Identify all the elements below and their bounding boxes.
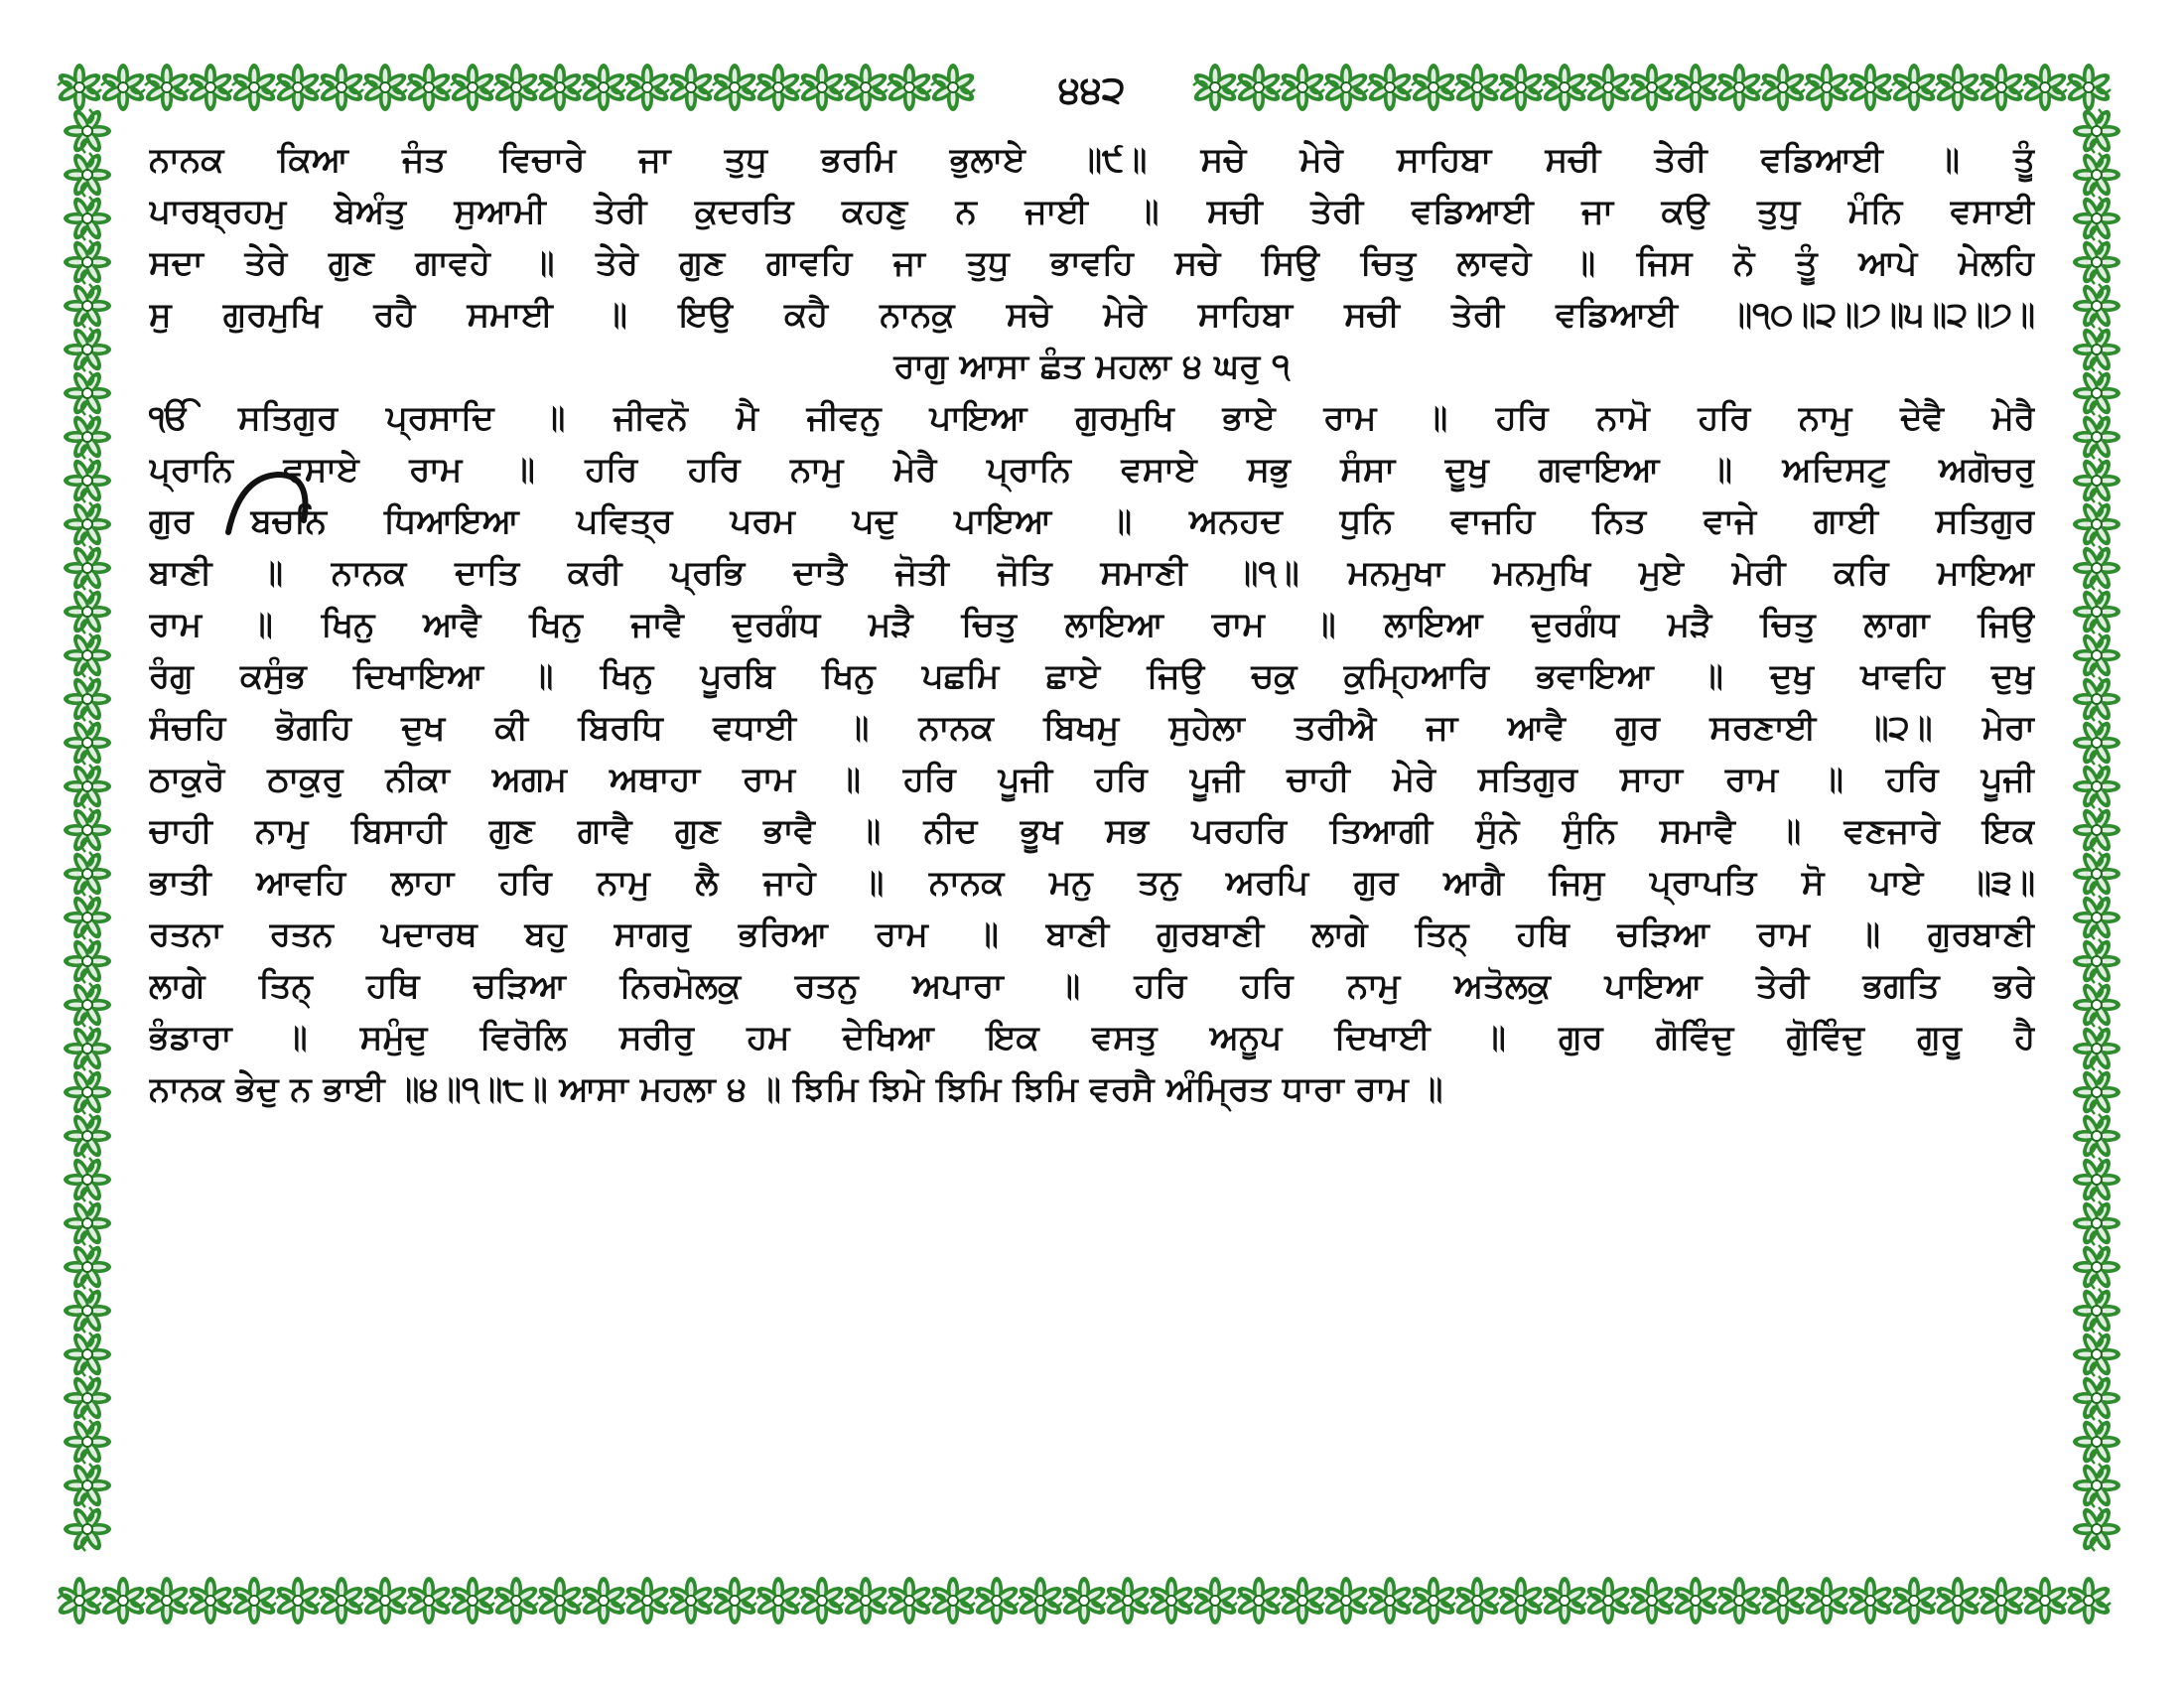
border-flower-icon xyxy=(64,1374,111,1422)
border-flower-icon xyxy=(623,64,671,111)
border-flower-icon xyxy=(2073,763,2120,810)
text-line: ਚਾਹੀ ਨਾਮੁ ਬਿਸਾਹੀ ਗੁਣ ਗਾਵੈ ਗੁਣ ਭਾਵੈ ॥ ਨੀਦ ਭੂਖ ਸਭ ਪਰਹਰਿ ਤਿਆਗੀ ਸੁੰਨੇ ਸੁੰਨਿ ਸਮਾਵੈ ॥ ਵਣਜਾਰੇ ਇਕ xyxy=(149,811,2035,851)
border-flower-icon xyxy=(64,369,111,417)
border-flower-icon xyxy=(1148,1577,1195,1624)
border-flower-icon xyxy=(274,64,322,111)
border-flower-icon xyxy=(711,64,758,111)
border-flower-icon xyxy=(1934,64,1981,111)
border-flower-icon xyxy=(1628,1577,1676,1624)
border-flower-icon xyxy=(2073,1243,2120,1291)
border-flower-icon xyxy=(64,1243,111,1291)
border-flower-icon xyxy=(2073,369,2120,417)
border-flower-icon xyxy=(973,1577,1021,1624)
border-flower-icon xyxy=(2073,632,2120,679)
border-flower-icon xyxy=(1846,64,1894,111)
text-line: ਗੁਰ ਬਚਨਿ ਧਿਆਇਆ ਪਵਿਤ੍ਰ ਪਰਮ ਪਦੁ ਪਾਇਆ ॥ ਅਨਹਦ ਧੁਨਿ ਵਾਜਹਿ ਨਿਤ ਵਾਜੇ ਗਾਈ ਸਤਿਗੁਰ xyxy=(149,501,2035,541)
border-flower-icon xyxy=(187,1577,234,1624)
border-flower-icon xyxy=(64,937,111,985)
border-flower-icon xyxy=(1322,64,1370,111)
border-flower-icon xyxy=(1890,64,1938,111)
border-flower-icon xyxy=(405,64,453,111)
border-flower-icon xyxy=(492,64,540,111)
border-flower-icon xyxy=(64,1068,111,1116)
border-flower-icon xyxy=(798,1577,846,1624)
border-flower-icon xyxy=(274,1577,322,1624)
border-flower-icon xyxy=(2073,238,2120,286)
border-flower-icon xyxy=(2073,1112,2120,1160)
border-flower-icon xyxy=(64,282,111,330)
border-flower-icon xyxy=(2021,1577,2069,1624)
border-flower-icon xyxy=(64,1287,111,1335)
text-line: ਲਾਗੇ ਤਿਨ੍ ਹਥਿ ਚੜਿਆ ਨਿਰਮੋਲਕੁ ਰਤਨੁ ਅਪਾਰਾ ॥ ਹਰਿ ਹਰਿ ਨਾਮੁ ਅਤੋਲਕੁ ਪਾਇਆ ਤੇਰੀ ਭਗਤਿ ਭਰੇ xyxy=(149,966,2035,1006)
border-flower-icon xyxy=(64,806,111,854)
border-flower-icon xyxy=(1584,1577,1632,1624)
border-flower-icon xyxy=(1410,1577,1457,1624)
border-flower-icon xyxy=(64,763,111,810)
border-flower-icon xyxy=(2073,1025,2120,1072)
border-flower-icon xyxy=(1410,64,1457,111)
border-flower-icon xyxy=(886,1577,933,1624)
border-flower-icon xyxy=(361,64,409,111)
border-flower-icon xyxy=(1191,1577,1239,1624)
border-flower-icon xyxy=(2073,1068,2120,1116)
border-flower-icon xyxy=(2021,64,2069,111)
border-flower-icon xyxy=(2073,107,2120,155)
border-flower-icon xyxy=(1366,64,1414,111)
page-number: ੪੪੨ xyxy=(1013,60,1171,119)
border-flower-icon xyxy=(1322,1577,1370,1624)
border-flower-icon xyxy=(64,675,111,723)
border-flower-icon xyxy=(2073,850,2120,898)
border-flower-icon xyxy=(492,1577,540,1624)
border-flower-icon xyxy=(2065,1577,2113,1624)
text-line: ੴ ਸਤਿਗੁਰ ਪ੍ਰਸਾਦਿ ॥ ਜੀਵਨੋ ਮੈ ਜੀਵਨੁ ਪਾਇਆ ਗੁਰਮੁਖਿ ਭਾਏ ਰਾਮ ॥ ਹਰਿ ਨਾਮੋ ਹਰਿ ਨਾਮੁ ਦੇਵੈ ਮੇਰੈ xyxy=(149,398,2035,438)
border-flower-icon xyxy=(2073,806,2120,854)
border-flower-icon xyxy=(2073,1505,2120,1553)
border-flower-icon xyxy=(56,64,103,111)
border-flower-icon xyxy=(929,1577,977,1624)
border-flower-icon xyxy=(2065,64,2113,111)
border-flower-icon xyxy=(187,64,234,111)
border-flower-icon xyxy=(230,64,278,111)
border-flower-icon xyxy=(2073,1331,2120,1378)
text-line: ਸੁ ਗੁਰਮੁਖਿ ਰਹੈ ਸਮਾਈ ॥ ਇਉ ਕਹੈ ਨਾਨਕੁ ਸਚੇ ਮੇਰੇ ਸਾਹਿਬਾ ਸਚੀ ਤੇਰੀ ਵਡਿਆਈ ॥੧੦॥੨॥੭॥੫॥੨॥੭॥ xyxy=(149,295,2035,335)
border-flower-icon xyxy=(99,64,147,111)
border-flower-icon xyxy=(64,588,111,635)
border-flower-icon xyxy=(2073,544,2120,592)
border-flower-icon xyxy=(2073,282,2120,330)
border-flower-icon xyxy=(2073,1462,2120,1509)
border-flower-icon xyxy=(1715,64,1763,111)
text-line: ਨਾਨਕ ਕਿਆ ਜੰਤ ਵਿਚਾਰੇ ਜਾ ਤੁਧੁ ਭਰਮਿ ਭੁਲਾਏ ॥੯॥ ਸਚੇ ਮੇਰੇ ਸਾਹਿਬਾ ਸਚੀ ਤੇਰੀ ਵਡਿਆਈ ॥ ਤੂੰ xyxy=(149,140,2035,180)
border-flower-icon xyxy=(2073,500,2120,548)
border-flower-icon xyxy=(1060,1577,1108,1624)
border-flower-icon xyxy=(580,1577,627,1624)
border-flower-icon xyxy=(1803,1577,1850,1624)
border-flower-icon xyxy=(2073,413,2120,461)
border-flower-icon xyxy=(1628,64,1676,111)
border-flower-icon xyxy=(64,413,111,461)
border-flower-icon xyxy=(1541,1577,1588,1624)
border-flower-icon xyxy=(929,64,977,111)
border-flower-icon xyxy=(64,1462,111,1509)
border-flower-icon xyxy=(64,238,111,286)
border-flower-icon xyxy=(64,894,111,941)
text-line: ਸਦਾ ਤੇਰੇ ਗੁਣ ਗਾਵਹੇ ॥ ਤੇਰੇ ਗੁਣ ਗਾਵਹਿ ਜਾ ਤੁਧੁ ਭਾਵਹਿ ਸਚੇ ਸਿਉ ਚਿਤੁ ਲਾਵਹੇ ॥ ਜਿਸ ਨੋ ਤੂੰ ਆਪੇ ਮੇਲਹਿ xyxy=(149,243,2035,283)
text-line: ਰਾਮ ॥ ਖਿਨੁ ਆਵੈ ਖਿਨੁ ਜਾਵੈ ਦੁਰਗੰਧ ਮੜੈ ਚਿਤੁ ਲਾਇਆ ਰਾਮ ॥ ਲਾਇਆ ਦੁਰਗੰਧ ਮੜੈ ਚਿਤੁ ਲਾਗਾ ਜਿਉ xyxy=(149,605,2035,644)
border-flower-icon xyxy=(64,457,111,504)
text-line: ਠਾਕੁਰੋ ਠਾਕੁਰੁ ਨੀਕਾ ਅਗਮ ਅਥਾਹਾ ਰਾਮ ॥ ਹਰਿ ਪੂਜੀ ਹਰਿ ਪੂਜੀ ਚਾਹੀ ਮੇਰੇ ਸਤਿਗੁਰ ਸਾਹਾ ਰਾਮ ॥ ਹਰਿ ਪੂਜੀ xyxy=(149,760,2035,799)
border-flower-icon xyxy=(64,1156,111,1203)
border-flower-icon xyxy=(64,107,111,155)
border-flower-icon xyxy=(64,326,111,373)
border-flower-icon xyxy=(1235,64,1283,111)
border-flower-icon xyxy=(1934,1577,1981,1624)
border-flower-icon xyxy=(64,500,111,548)
border-flower-icon xyxy=(798,64,846,111)
border-flower-icon xyxy=(536,64,584,111)
border-flower-icon xyxy=(1584,64,1632,111)
border-flower-icon xyxy=(64,981,111,1029)
border-flower-icon xyxy=(2073,195,2120,242)
border-flower-icon xyxy=(64,195,111,242)
border-flower-icon xyxy=(2073,1287,2120,1335)
border-flower-icon xyxy=(1279,1577,1326,1624)
border-flower-icon xyxy=(64,632,111,679)
border-flower-icon xyxy=(64,544,111,592)
border-flower-icon xyxy=(99,1577,147,1624)
border-flower-icon xyxy=(2073,675,2120,723)
border-flower-icon xyxy=(1672,1577,1719,1624)
border-flower-icon xyxy=(1846,1577,1894,1624)
text-line: ਨਾਨਕ ਭੇਦੁ ਨ ਭਾਈ ॥੪॥੧॥੮॥ ਆਸਾ ਮਹਲਾ ੪ ॥ ਝਿਮਿ ਝਿਮੇ ਝਿਮਿ ਝਿਮਿ ਵਰਸੈ ਅੰਮ੍ਰਿਤ ਧਾਰਾ ਰਾਮ ॥ xyxy=(149,1069,1443,1109)
border-flower-icon xyxy=(64,1199,111,1247)
border-flower-icon xyxy=(1453,1577,1501,1624)
border-flower-icon xyxy=(2073,1374,2120,1422)
text-line: ਸੰਚਹਿ ਭੋਗਹਿ ਦੁਖ ਕੀ ਬਿਰਧਿ ਵਧਾਈ ॥ ਨਾਨਕ ਬਿਖਮੁ ਸੁਹੇਲਾ ਤਰੀਐ ਜਾ ਆਵੈ ਗੁਰ ਸਰਣਾਈ ॥੨॥ ਮੇਰਾ xyxy=(149,708,2035,748)
border-flower-icon xyxy=(449,1577,496,1624)
border-flower-icon xyxy=(2073,457,2120,504)
border-flower-icon xyxy=(1803,64,1850,111)
border-flower-icon xyxy=(667,1577,715,1624)
border-flower-icon xyxy=(64,1025,111,1072)
border-flower-icon xyxy=(64,1418,111,1466)
border-flower-icon xyxy=(1497,64,1545,111)
section-heading: ਰਾਗੁ ਆਸਾ ਛੰਤ ਮਹਲਾ ੪ ਘਰੁ ੧ xyxy=(893,347,1291,386)
border-flower-icon xyxy=(667,64,715,111)
border-flower-icon xyxy=(1715,1577,1763,1624)
border-flower-icon xyxy=(2073,151,2120,199)
border-flower-icon xyxy=(1279,64,1326,111)
border-flower-icon xyxy=(1672,64,1719,111)
border-flower-icon xyxy=(1978,1577,2025,1624)
text-line: ਰਤਨਾ ਰਤਨ ਪਦਾਰਥ ਬਹੁ ਸਾਗਰੁ ਭਰਿਆ ਰਾਮ ॥ ਬਾਣੀ ਗੁਰਬਾਣੀ ਲਾਗੇ ਤਿਨ੍ ਹਥਿ ਚੜਿਆ ਰਾਮ ॥ ਗੁਰਬਾਣੀ xyxy=(149,914,2035,954)
border-flower-icon xyxy=(64,1331,111,1378)
border-flower-icon xyxy=(2073,1418,2120,1466)
border-flower-icon xyxy=(1366,1577,1414,1624)
text-line: ਪ੍ਰਾਨਿ ਵਸਾਏ ਰਾਮ ॥ ਹਰਿ ਹਰਿ ਨਾਮੁ ਮੇਰੈ ਪ੍ਰਾਨਿ ਵਸਾਏ ਸਭੁ ਸੰਸਾ ਦੂਖੁ ਗਵਾਇਆ ॥ ਅਦਿਸਟੁ ਅਗੋਚਰੁ xyxy=(149,450,2035,490)
border-flower-icon xyxy=(754,64,802,111)
border-flower-icon xyxy=(2073,719,2120,767)
text-line: ਰੰਗੁ ਕਸੁੰਭ ਦਿਖਾਇਆ ॥ ਖਿਨੁ ਪੂਰਬਿ ਖਿਨੁ ਪਛਮਿ ਛਾਏ ਜਿਉ ਚਕੁ ਕੁਮ੍ਹਿਆਰਿ ਭਵਾਇਆ ॥ ਦੁਖੁ ਖਾਵਹਿ ਦੁਖੁ xyxy=(149,656,2035,696)
border-flower-icon xyxy=(1235,1577,1283,1624)
text-line: ਭਾਤੀ ਆਵਹਿ ਲਾਹਾ ਹਰਿ ਨਾਮੁ ਲੈ ਜਾਹੇ ॥ ਨਾਨਕ ਮਨੁ ਤਨੁ ਅਰਪਿ ਗੁਰ ਆਗੈ ਜਿਸੁ ਪ੍ਰਾਪਤਿ ਸੋ ਪਾਏ ॥੩॥ xyxy=(149,863,2035,903)
border-flower-icon xyxy=(711,1577,758,1624)
border-flower-icon xyxy=(536,1577,584,1624)
border-flower-icon xyxy=(1890,1577,1938,1624)
border-flower-icon xyxy=(754,1577,802,1624)
border-flower-icon xyxy=(842,64,889,111)
text-line: ਬਾਣੀ ॥ ਨਾਨਕ ਦਾਤਿ ਕਰੀ ਪ੍ਰਭਿ ਦਾਤੈ ਜੋਤੀ ਜੋਤਿ ਸਮਾਣੀ ॥੧॥ ਮਨਮੁਖਾ ਮਨਮੁਖਿ ਮੁਏ ਮੇਰੀ ਕਰਿ ਮਾਇਆ xyxy=(149,553,2035,593)
border-flower-icon xyxy=(2073,588,2120,635)
border-flower-icon xyxy=(842,1577,889,1624)
border-flower-icon xyxy=(318,1577,365,1624)
border-flower-icon xyxy=(318,64,365,111)
border-flower-icon xyxy=(580,64,627,111)
border-flower-icon xyxy=(64,719,111,767)
border-flower-icon xyxy=(1541,64,1588,111)
border-flower-icon xyxy=(361,1577,409,1624)
border-flower-icon xyxy=(2073,937,2120,985)
border-flower-icon xyxy=(2073,894,2120,941)
border-flower-icon xyxy=(1453,64,1501,111)
border-flower-icon xyxy=(64,1505,111,1553)
border-flower-icon xyxy=(1191,64,1239,111)
border-flower-icon xyxy=(1759,1577,1807,1624)
border-flower-icon xyxy=(1017,1577,1064,1624)
border-flower-icon xyxy=(64,1112,111,1160)
border-flower-icon xyxy=(2073,326,2120,373)
border-flower-icon xyxy=(56,1577,103,1624)
border-flower-icon xyxy=(886,64,933,111)
text-line: ਭੰਡਾਰਾ ॥ ਸਮੁੰਦੁ ਵਿਰੋਲਿ ਸਰੀਰੁ ਹਮ ਦੇਖਿਆ ਇਕ ਵਸਤੁ ਅਨੂਪ ਦਿਖਾਈ ॥ ਗੁਰ ਗੋਵਿੰਦੁ ਗੁੋਵਿੰਦੁ ਗੁਰੂ ਹੈ xyxy=(149,1018,2035,1057)
border-flower-icon xyxy=(2073,1199,2120,1247)
border-flower-icon xyxy=(64,850,111,898)
border-flower-icon xyxy=(2073,1156,2120,1203)
border-flower-icon xyxy=(1497,1577,1545,1624)
border-flower-icon xyxy=(1104,1577,1152,1624)
text-line: ਪਾਰਬ੍ਰਹਮੁ ਬੇਅੰਤੁ ਸੁਆਮੀ ਤੇਰੀ ਕੁਦਰਤਿ ਕਹਣੁ ਨ ਜਾਈ ॥ ਸਚੀ ਤੇਰੀ ਵਡਿਆਈ ਜਾ ਕਉ ਤੁਧੁ ਮੰਨਿ ਵਸਾਈ xyxy=(149,192,2035,231)
border-flower-icon xyxy=(1978,64,2025,111)
border-flower-icon xyxy=(405,1577,453,1624)
scripture-text xyxy=(149,134,2035,1115)
border-flower-icon xyxy=(449,64,496,111)
border-flower-icon xyxy=(2073,981,2120,1029)
border-flower-icon xyxy=(1759,64,1807,111)
border-flower-icon xyxy=(143,64,191,111)
border-flower-icon xyxy=(623,1577,671,1624)
border-flower-icon xyxy=(143,1577,191,1624)
border-flower-icon xyxy=(230,1577,278,1624)
border-flower-icon xyxy=(64,151,111,199)
